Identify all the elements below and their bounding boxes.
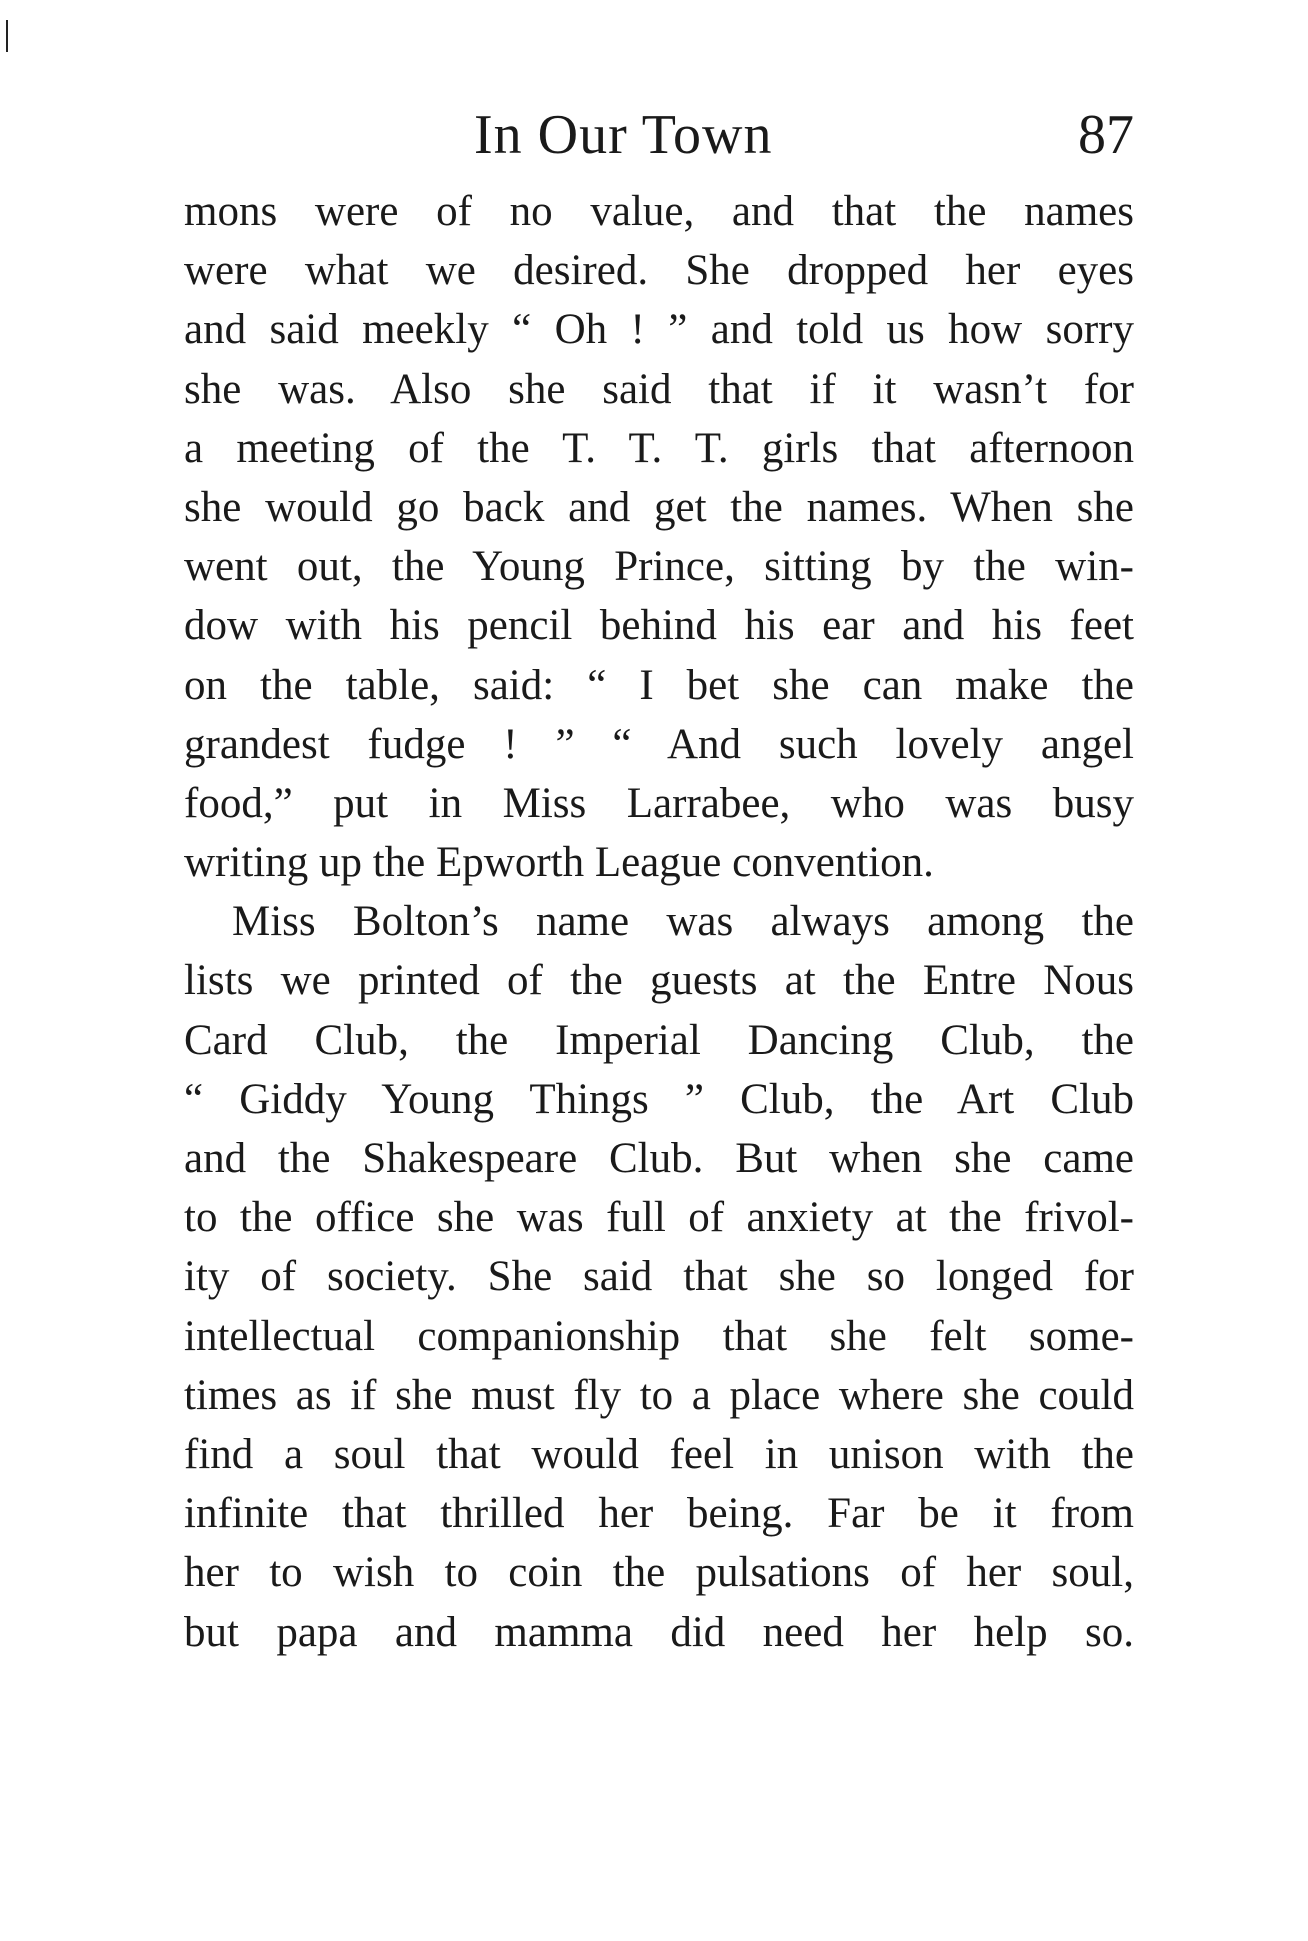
- text-line: intellectual companionship that she felt some-: [184, 1312, 1134, 1360]
- body-text: [184, 182, 1134, 1662]
- text-line: to the office she was full of anxiety at the frivol-: [184, 1194, 1134, 1242]
- page-number: 87: [1078, 104, 1134, 166]
- text-line: grandest fudge ! ” “ And such lovely angel: [184, 720, 1134, 768]
- text-line: ity of society. She said that she so longed for: [184, 1253, 1134, 1301]
- paragraph: [184, 892, 1134, 1661]
- text-line: went out, the Young Prince, sitting by the win-: [184, 543, 1134, 591]
- text-line: a meeting of the T. T. T. girls that afternoon: [184, 424, 1134, 472]
- text-line: times as if she must fly to a place where she could: [184, 1371, 1134, 1419]
- text-line: and the Shakespeare Club. But when she came: [184, 1135, 1134, 1182]
- text-line: she was. Also she said that if it wasn’t for: [184, 365, 1134, 413]
- running-head: [184, 100, 1134, 170]
- text-line: and said meekly “ Oh ! ” and told us how sorry: [184, 306, 1134, 354]
- text-line: writing up the Epworth League convention.: [184, 839, 934, 887]
- text-line: mons were of no value, and that the names: [184, 188, 1134, 235]
- scan-edge-mark: [6, 20, 8, 52]
- text-line: she would go back and get the names. When she: [184, 483, 1134, 531]
- text-line: Miss Bolton’s name was always among the: [232, 898, 1134, 946]
- paragraph: [184, 182, 1134, 892]
- text-line: her to wish to coin the pulsations of her soul,: [184, 1549, 1134, 1597]
- text-line: find a soul that would feel in unison with the: [184, 1430, 1134, 1478]
- text-line: Card Club, the Imperial Dancing Club, the: [184, 1016, 1134, 1064]
- text-line: were what we desired. She dropped her eyes: [184, 247, 1134, 295]
- text-line: lists we printed of the guests at the Entre Nous: [184, 957, 1134, 1005]
- text-line: “ Giddy Young Things ” Club, the Art Club: [184, 1075, 1134, 1123]
- text-line: on the table, said: “ I bet she can make the: [184, 661, 1134, 709]
- text-line: dow with his pencil behind his ear and his feet: [184, 602, 1134, 650]
- running-title: In Our Town: [474, 104, 773, 166]
- text-line: food,” put in Miss Larrabee, who was busy: [184, 779, 1134, 827]
- text-line: infinite that thrilled her being. Far be it from: [184, 1490, 1134, 1538]
- text-line: but papa and mamma did need her help so.: [184, 1608, 1134, 1656]
